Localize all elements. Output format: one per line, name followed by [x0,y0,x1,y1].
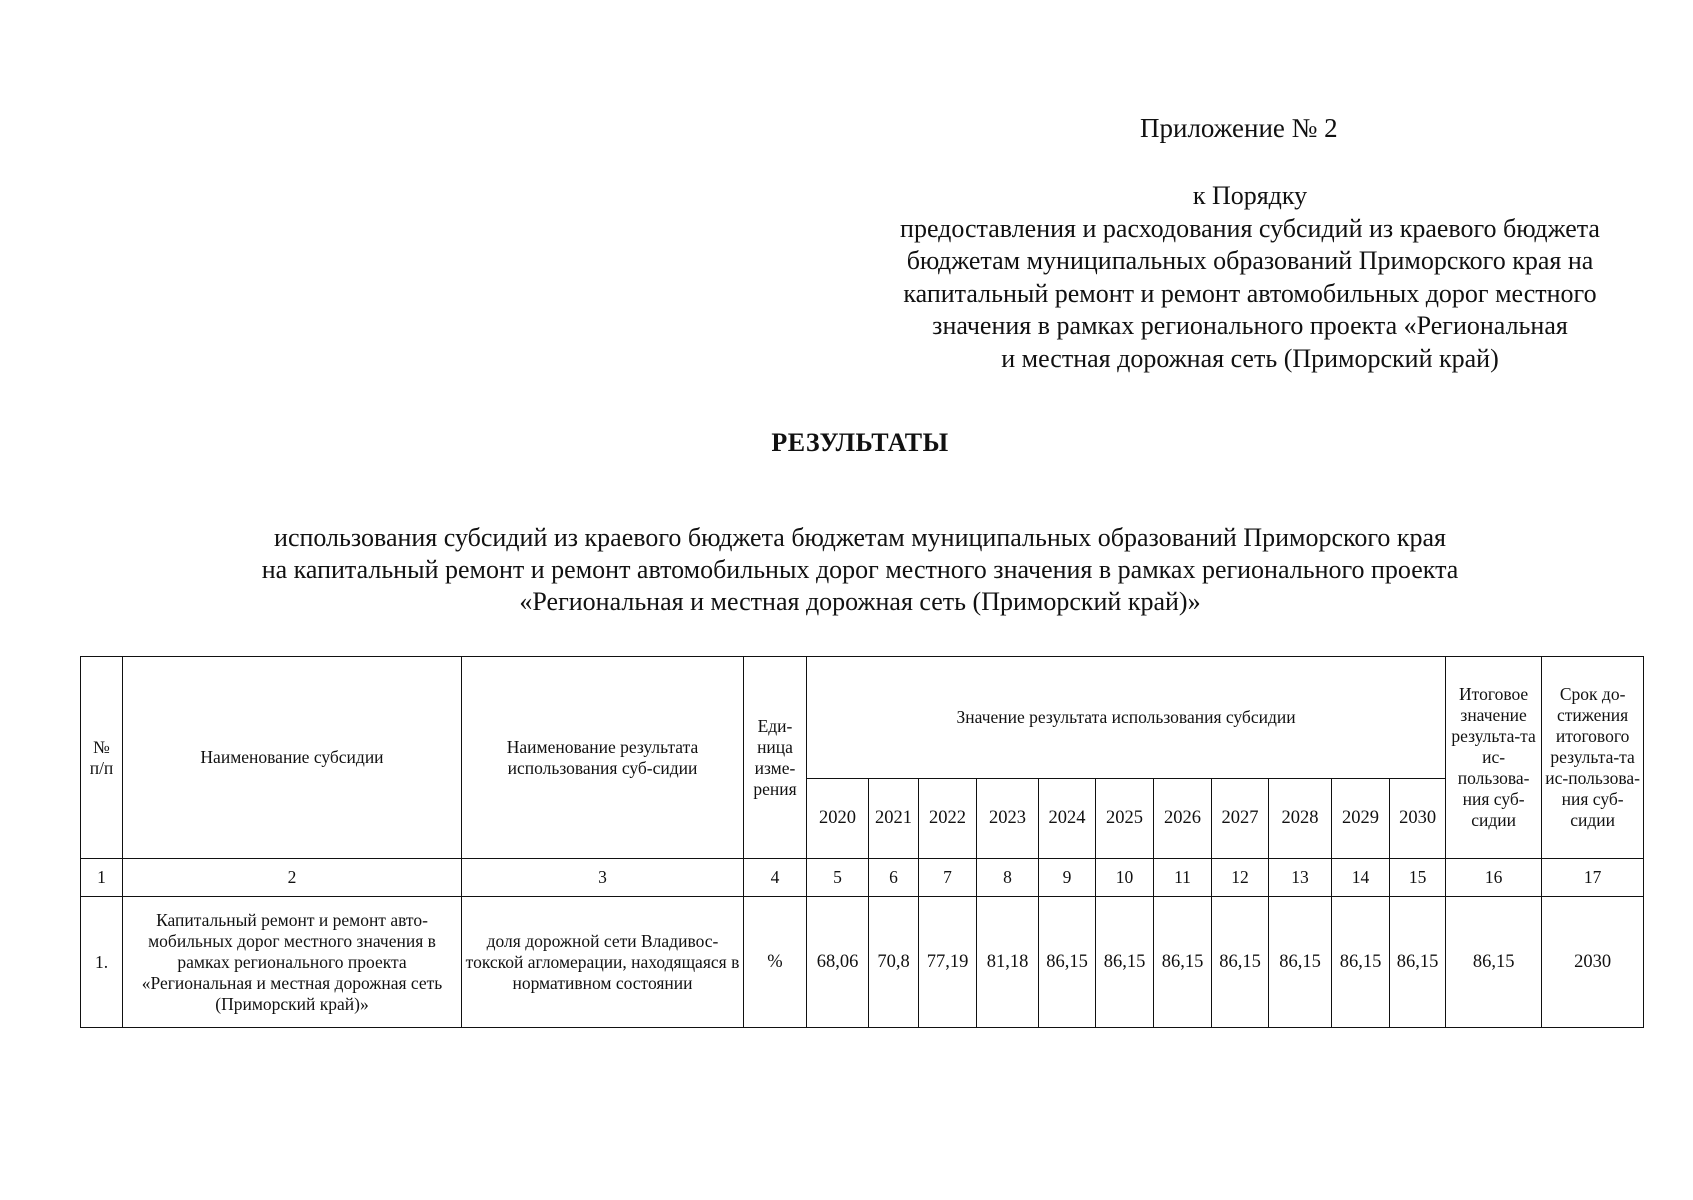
column-number: 8 [977,859,1039,897]
row-value: 86,15 [1154,897,1212,1028]
column-number: 12 [1212,859,1269,897]
row-unit: % [744,897,807,1028]
header-deadline: Срок до-стижения итогового результа-та ис-пользова-ния суб-сидии [1542,657,1644,859]
row-value: 77,19 [919,897,977,1028]
row-deadline: 2030 [1542,897,1644,1028]
column-number: 1 [81,859,123,897]
header-final-value: Итоговое значение результа-та ис-пользова-ния суб-сидии [1446,657,1542,859]
row-value: 68,06 [807,897,869,1028]
subtitle-line: на капитальный ремонт и ремонт автомобильных дорог местного значения в рамках регионального проекта [261,555,1459,584]
order-line: к Порядку [1192,181,1308,210]
order-line: капитальный ремонт и ремонт автомобильных дорог местного [903,278,1597,308]
order-line: и местная дорожная сеть (Приморский край) [1001,343,1499,373]
document-subtitle [0,522,1693,618]
subtitle-line: «Региональная и местная дорожная сеть (Приморский край)» [519,587,1201,616]
year-cell: 2027 [1212,779,1269,859]
row-value: 86,15 [1212,897,1269,1028]
subtitle-line: использования субсидий из краевого бюджета бюджетам муниципальных образований Приморского края [274,523,1446,552]
row-num: 1. [81,897,123,1028]
header-row [81,657,1644,779]
order-line: предоставления и расходования субсидий из краевого бюджета [900,213,1600,243]
year-cell: 2023 [977,779,1039,859]
column-number: 16 [1446,859,1542,897]
table-row [81,897,1644,1028]
column-number: 11 [1154,859,1212,897]
column-number: 14 [1332,859,1390,897]
year-cell: 2024 [1039,779,1096,859]
row-final-value: 86,15 [1446,897,1542,1028]
column-number: 10 [1096,859,1154,897]
row-value: 86,15 [1390,897,1446,1028]
column-number: 2 [123,859,462,897]
row-value: 86,15 [1269,897,1332,1028]
year-cell: 2026 [1154,779,1212,859]
annex-label: Приложение № 2 [1140,113,1338,143]
document-title: РЕЗУЛЬТАТЫ [771,428,949,457]
year-cell: 2021 [869,779,919,859]
order-line: бюджетам муниципальных образований Приморского края на [906,246,1594,275]
row-result-name: доля дорожной сети Владивос-токской агломерации, находящаяся в нормативном состоянии [462,897,744,1028]
column-number: 7 [919,859,977,897]
column-number: 17 [1542,859,1644,897]
column-number: 13 [1269,859,1332,897]
row-value: 86,15 [1096,897,1154,1028]
year-cell: 2029 [1332,779,1390,859]
year-cell: 2028 [1269,779,1332,859]
row-value: 81,18 [977,897,1039,1028]
header-result-name: Наименование результата использования суб-сидии [462,657,744,859]
order-reference [840,180,1660,375]
column-number: 4 [744,859,807,897]
column-number: 5 [807,859,869,897]
results-table [80,656,1644,1028]
header-values-group: Значение результата использования субсидии [807,657,1446,779]
row-value: 70,8 [869,897,919,1028]
row-subsidy-name: Капитальный ремонт и ремонт авто-мобильных дорог местного значения в рамках регионального проекта «Региональная и местная дорожная сеть (Приморский край)» [123,897,462,1028]
year-cell: 2025 [1096,779,1154,859]
year-cell: 2022 [919,779,977,859]
year-cell: 2030 [1390,779,1446,859]
header-subsidy-name: Наименование субсидии [123,657,462,859]
row-value: 86,15 [1332,897,1390,1028]
year-cell: 2020 [807,779,869,859]
row-value: 86,15 [1039,897,1096,1028]
header-unit: Еди-ница изме-рения [744,657,807,859]
column-number: 9 [1039,859,1096,897]
column-number: 15 [1390,859,1446,897]
column-number: 6 [869,859,919,897]
header-num: № п/п [81,657,123,859]
column-number: 3 [462,859,744,897]
order-line: значения в рамках регионального проекта «Региональная [932,311,1568,340]
column-number-row [81,859,1644,897]
